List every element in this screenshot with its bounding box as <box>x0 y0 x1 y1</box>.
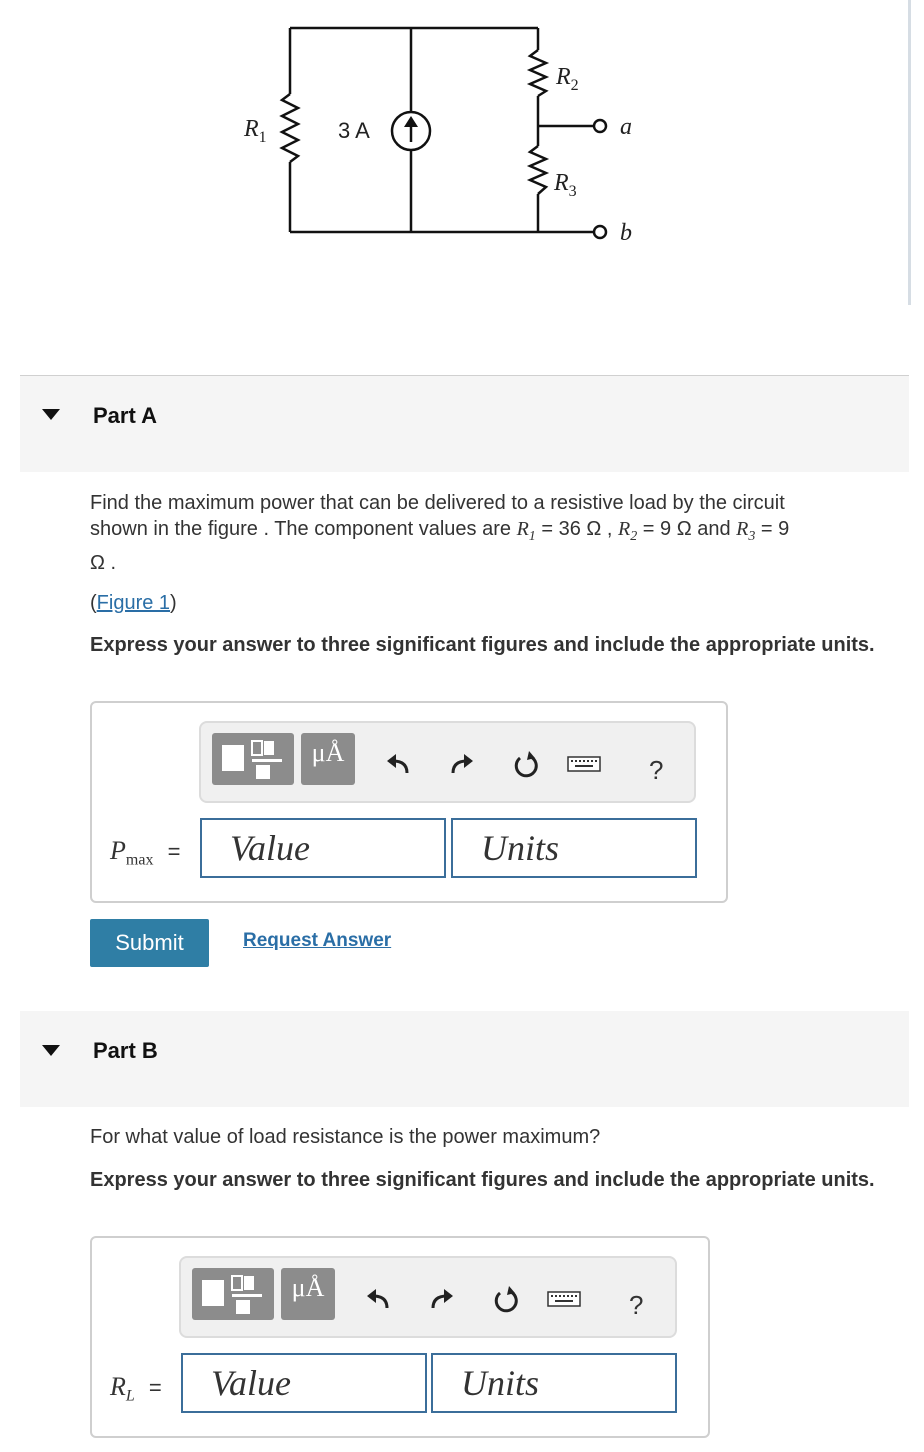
terminal-a <box>594 120 606 132</box>
undo-icon[interactable] <box>383 749 413 779</box>
resistor-r2 <box>530 50 546 96</box>
pmax-units-input[interactable] <box>451 818 697 878</box>
r2-label: $R_2$ <box>556 64 579 94</box>
scrollbar[interactable] <box>908 0 911 305</box>
node-a-label: a <box>620 114 632 140</box>
templates-button[interactable] <box>212 733 294 785</box>
pmax-value-input[interactable] <box>200 818 446 878</box>
units-button[interactable]: μÅ <box>281 1268 335 1320</box>
part-b-instruction: Express your answer to three significant figures and include the appropriate units. <box>90 1169 875 1191</box>
templates-icon <box>212 733 294 785</box>
question-line: Ω . <box>90 552 117 574</box>
collapse-caret-icon[interactable] <box>42 1045 60 1056</box>
request-answer-link[interactable]: Request Answer <box>243 930 392 951</box>
rl-units-input[interactable] <box>431 1353 677 1413</box>
rl-value-input[interactable] <box>181 1353 427 1413</box>
r3-label: $R_3$ <box>554 170 577 200</box>
templates-button[interactable] <box>192 1268 274 1320</box>
question-line: Find the maximum power that can be delivered to a resistive load by the circuit <box>90 492 785 514</box>
part-a-instruction: Express your answer to three significant figures and include the appropriate units. <box>90 634 875 656</box>
node-b-label: b <box>620 220 632 246</box>
resistor-r3 <box>530 146 546 194</box>
circuit-figure <box>0 0 924 300</box>
help-icon[interactable]: ? <box>629 1290 644 1320</box>
part-b-toolbar <box>179 1256 677 1338</box>
resistor-r1 <box>282 94 298 162</box>
reset-icon[interactable] <box>491 1284 521 1314</box>
part-b-title: Part B <box>93 1038 158 1063</box>
source-label: 3 A <box>338 118 370 143</box>
redo-icon[interactable] <box>427 1284 457 1314</box>
part-a-title: Part A <box>93 403 157 428</box>
terminal-b <box>594 226 606 238</box>
templates-icon <box>192 1268 274 1320</box>
submit-button[interactable]: Submit <box>90 919 209 967</box>
undo-icon[interactable] <box>363 1284 393 1314</box>
collapse-caret-icon[interactable] <box>42 409 60 420</box>
keyboard-icon[interactable] <box>567 749 601 779</box>
part-b-question: For what value of load resistance is the power maximum? <box>90 1126 601 1148</box>
figure-link[interactable]: Figure 1 <box>96 592 171 614</box>
rl-label: $R_L$ = <box>110 1372 162 1405</box>
help-icon[interactable]: ? <box>649 755 664 785</box>
figure-link-line: (Figure 1) <box>90 592 177 614</box>
redo-icon[interactable] <box>447 749 477 779</box>
pmax-label: $P_{max}$ = <box>110 836 181 869</box>
part-a-question <box>90 490 920 576</box>
keyboard-icon[interactable] <box>547 1284 581 1314</box>
units-button[interactable]: μÅ <box>301 733 355 785</box>
r1-label: $R_1$ <box>244 116 267 146</box>
reset-icon[interactable] <box>511 749 541 779</box>
part-a-toolbar <box>199 721 696 803</box>
question-line: shown in the figure . The component values are $R_1 = 36$ Ω , $R_2 = 9$ Ω and $R_3 = 9$ <box>90 518 790 544</box>
